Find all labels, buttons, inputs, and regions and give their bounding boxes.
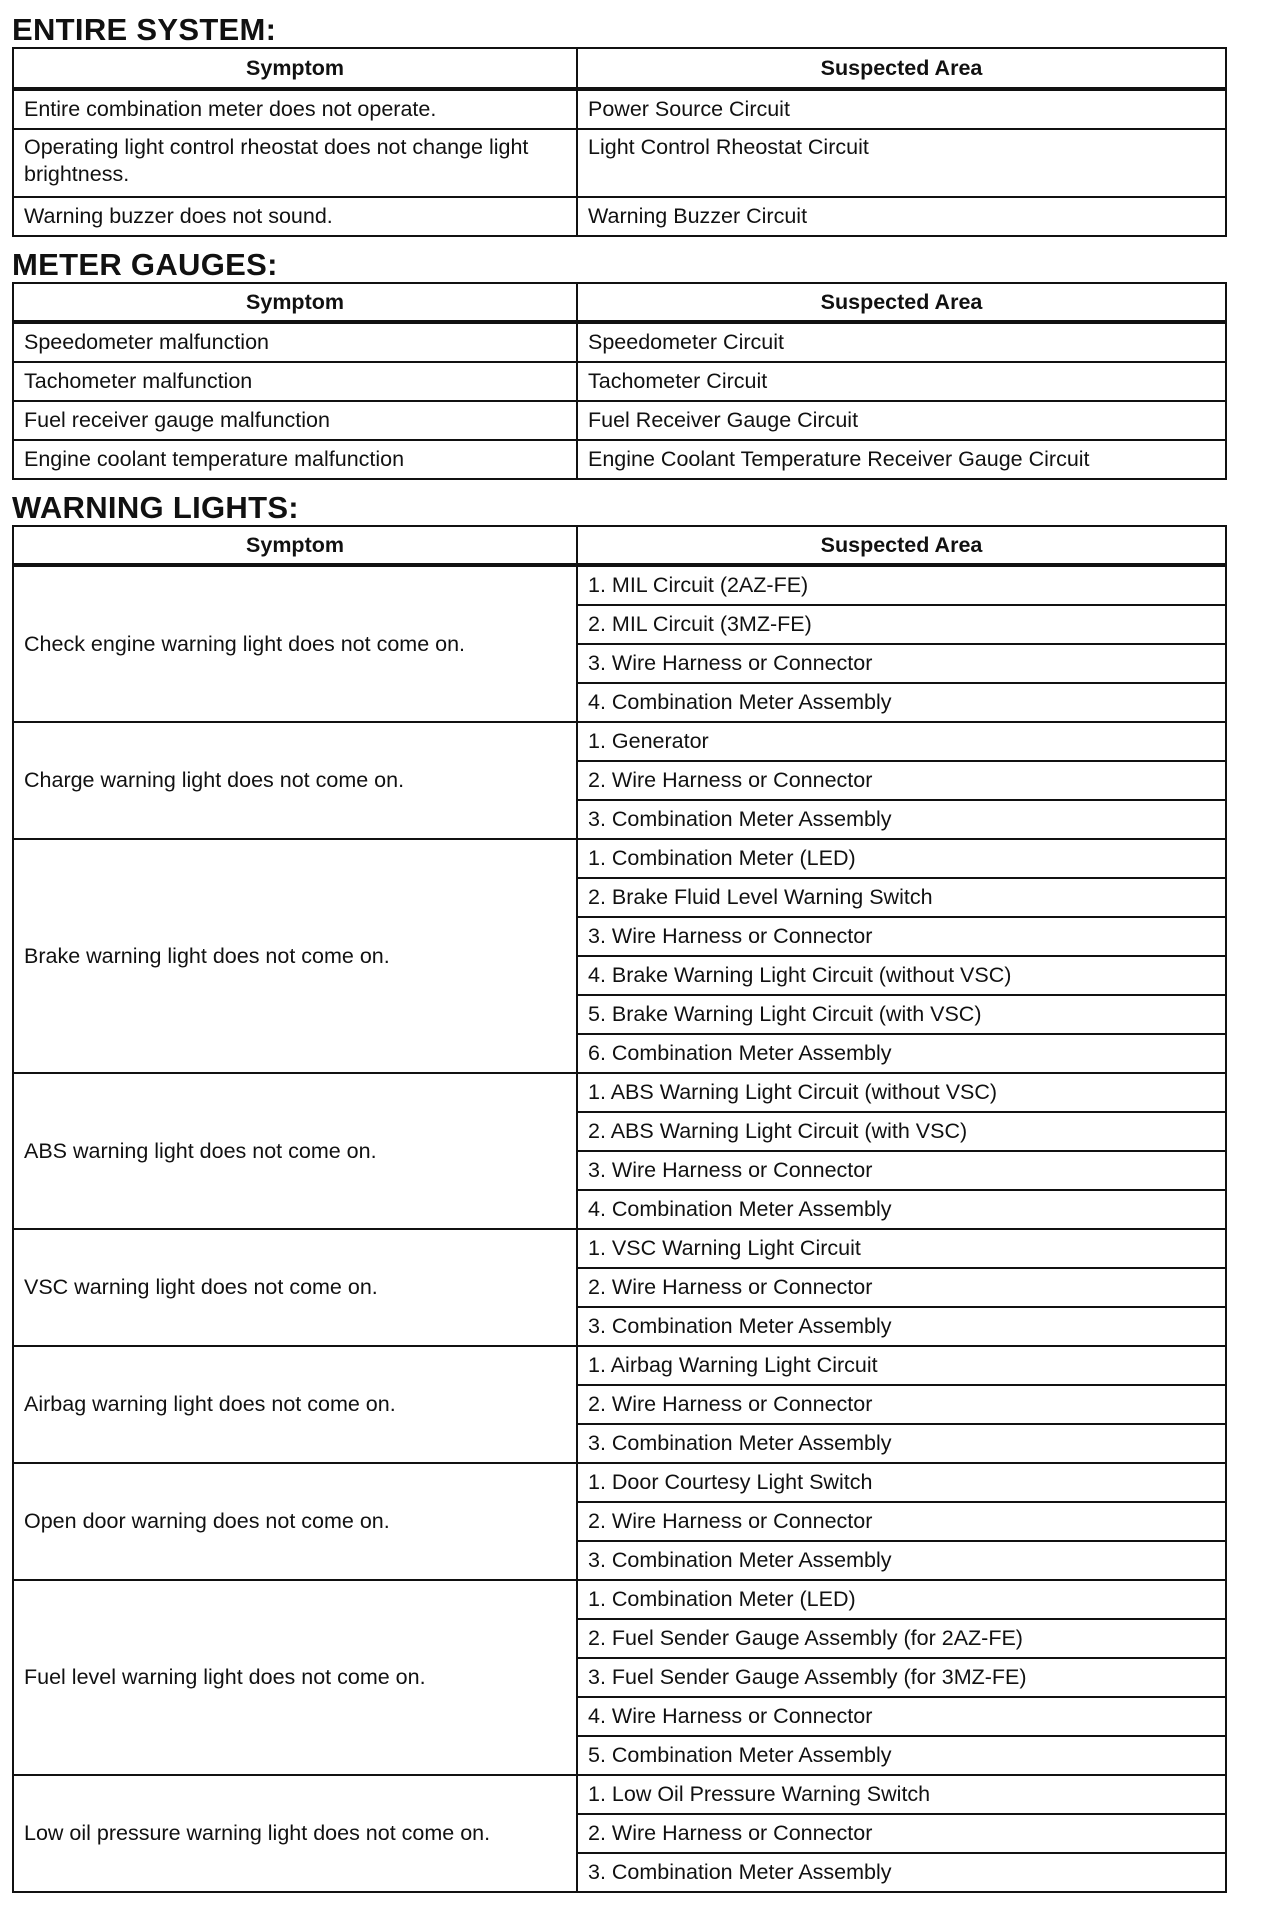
symptom-cell: Speedometer malfunction [13,322,577,362]
table-row [13,440,1226,479]
symptom-cell: Low oil pressure warning light does not come on. [13,1775,577,1892]
suspected-area-cell: 3. Combination Meter Assembly [577,1307,1226,1346]
suspected-area-cell: 2. Wire Harness or Connector [577,1502,1226,1541]
table-row [13,1580,1226,1619]
entire-system-table [12,47,1227,237]
header-symptom: Symptom [13,283,577,322]
suspected-area-cell: 1. Low Oil Pressure Warning Switch [577,1775,1226,1814]
suspected-area-cell: 4. Brake Warning Light Circuit (without VSC) [577,956,1226,995]
suspected-area-cell: 1. Airbag Warning Light Circuit [577,1346,1226,1385]
suspected-area-cell: 3. Fuel Sender Gauge Assembly (for 3MZ-FE) [577,1658,1226,1697]
suspected-area-cell: 2. MIL Circuit (3MZ-FE) [577,605,1226,644]
symptom-cell: Airbag warning light does not come on. [13,1346,577,1463]
table-row [13,1775,1226,1814]
section-title-warning-lights: WARNING LIGHTS: [12,490,299,525]
suspected-area-cell: Warning Buzzer Circuit [577,197,1226,236]
suspected-area-cell: 5. Combination Meter Assembly [577,1736,1226,1775]
suspected-area-cell: 4. Combination Meter Assembly [577,1190,1226,1229]
suspected-area-cell: 1. Combination Meter (LED) [577,1580,1226,1619]
symptom-cell: Check engine warning light does not come on. [13,565,577,722]
header-suspected-area: Suspected Area [577,283,1226,322]
table-row [13,565,1226,605]
symptom-cell: Fuel receiver gauge malfunction [13,401,577,440]
table-row [13,1463,1226,1502]
suspected-area-cell: 1. MIL Circuit (2AZ-FE) [577,565,1226,605]
suspected-area-cell: 2. Wire Harness or Connector [577,1268,1226,1307]
symptom-cell: Warning buzzer does not sound. [13,197,577,236]
header-symptom: Symptom [13,48,577,89]
table-row [13,1073,1226,1112]
table-header-row [13,526,1226,565]
suspected-area-cell: Speedometer Circuit [577,322,1226,362]
suspected-area-cell: 2. Wire Harness or Connector [577,1814,1226,1853]
suspected-area-cell: 2. ABS Warning Light Circuit (with VSC) [577,1112,1226,1151]
suspected-area-cell: Power Source Circuit [577,89,1226,129]
suspected-area-cell: 2. Fuel Sender Gauge Assembly (for 2AZ-FE) [577,1619,1226,1658]
suspected-area-cell: 2. Wire Harness or Connector [577,1385,1226,1424]
suspected-area-cell: 1. Combination Meter (LED) [577,839,1226,878]
suspected-area-cell: 4. Wire Harness or Connector [577,1697,1226,1736]
section-title-entire-system: ENTIRE SYSTEM: [12,12,277,47]
suspected-area-cell: Engine Coolant Temperature Receiver Gauge Circuit [577,440,1226,479]
suspected-area-cell: 1. VSC Warning Light Circuit [577,1229,1226,1268]
table-header-row [13,48,1226,89]
symptom-cell: Open door warning does not come on. [13,1463,577,1580]
table-row [13,129,1226,197]
suspected-area-cell: 3. Wire Harness or Connector [577,644,1226,683]
table-row [13,197,1226,236]
suspected-area-cell: 1. Generator [577,722,1226,761]
header-suspected-area: Suspected Area [577,526,1226,565]
suspected-area-cell: 3. Combination Meter Assembly [577,1853,1226,1892]
suspected-area-cell: 3. Combination Meter Assembly [577,1424,1226,1463]
symptom-cell: Tachometer malfunction [13,362,577,401]
section-title-meter-gauges: METER GAUGES: [12,247,278,282]
suspected-area-cell: 3. Combination Meter Assembly [577,1541,1226,1580]
suspected-area-cell: 5. Brake Warning Light Circuit (with VSC) [577,995,1226,1034]
symptom-cell: Operating light control rheostat does not change light brightness. [13,129,577,197]
symptom-cell: ABS warning light does not come on. [13,1073,577,1229]
header-suspected-area: Suspected Area [577,48,1226,89]
suspected-area-cell: 1. ABS Warning Light Circuit (without VSC) [577,1073,1226,1112]
suspected-area-cell: 3. Combination Meter Assembly [577,800,1226,839]
symptom-cell: Engine coolant temperature malfunction [13,440,577,479]
suspected-area-cell: Fuel Receiver Gauge Circuit [577,401,1226,440]
suspected-area-cell: 2. Wire Harness or Connector [577,761,1226,800]
symptom-cell: Charge warning light does not come on. [13,722,577,839]
table-row [13,89,1226,129]
table-header-row [13,283,1226,322]
symptom-cell: Entire combination meter does not operate. [13,89,577,129]
table-row [13,401,1226,440]
table-row [13,839,1226,878]
suspected-area-cell: 2. Brake Fluid Level Warning Switch [577,878,1226,917]
meter-gauges-table [12,282,1227,480]
suspected-area-cell: 3. Wire Harness or Connector [577,917,1226,956]
table-row [13,362,1226,401]
symptom-cell: VSC warning light does not come on. [13,1229,577,1346]
symptom-cell: Fuel level warning light does not come on. [13,1580,577,1775]
table-row [13,722,1226,761]
suspected-area-cell: Light Control Rheostat Circuit [577,129,1226,197]
suspected-area-cell: 3. Wire Harness or Connector [577,1151,1226,1190]
suspected-area-cell: 6. Combination Meter Assembly [577,1034,1226,1073]
suspected-area-cell: 1. Door Courtesy Light Switch [577,1463,1226,1502]
table-row [13,1346,1226,1385]
header-symptom: Symptom [13,526,577,565]
warning-lights-body [13,565,1226,1892]
symptom-cell: Brake warning light does not come on. [13,839,577,1073]
warning-lights-table [12,525,1227,1893]
suspected-area-cell: Tachometer Circuit [577,362,1226,401]
table-row [13,1229,1226,1268]
suspected-area-cell: 4. Combination Meter Assembly [577,683,1226,722]
table-row [13,322,1226,362]
